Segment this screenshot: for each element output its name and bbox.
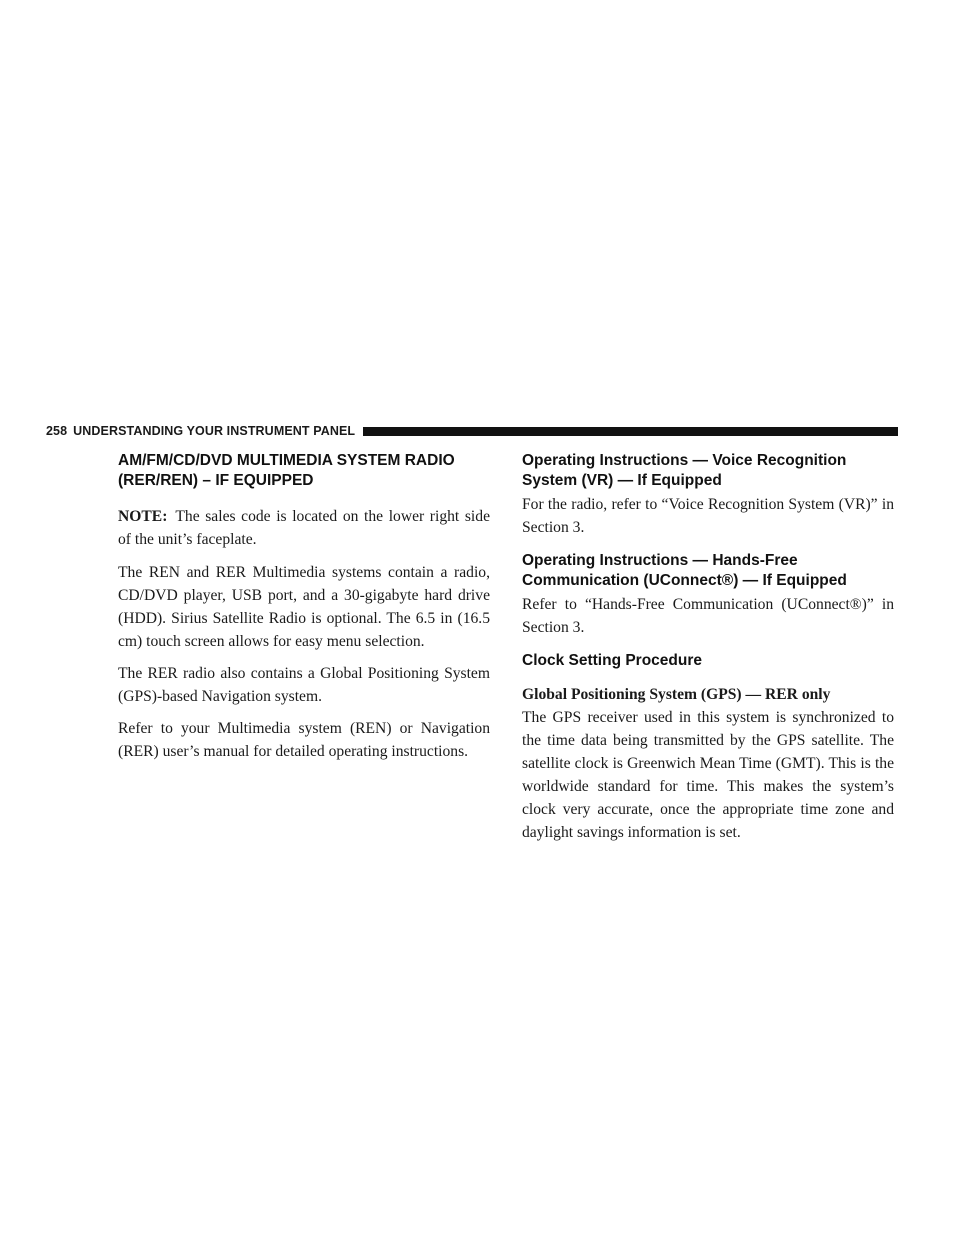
page-number: 258	[46, 424, 68, 438]
note-text: The sales code is located on the lower right side of the unit’s faceplate.	[118, 508, 490, 548]
body-paragraph-hands-free: Refer to “Hands-Free Communication (UConnect®)” in Section 3.	[522, 596, 894, 636]
left-column	[118, 451, 490, 772]
page-header	[46, 422, 898, 440]
body-paragraph-systems: The REN and RER Multimedia systems contain a radio, CD/DVD player, USB port, and a 30-gigabyte hard drive (HDD). Sirius Satellite Radio is optional. The 6.5 in (16.5 cm) touch screen allows for easy menu selection.	[118, 564, 490, 650]
section-heading-clock-setting: Clock Setting Procedure	[522, 652, 703, 669]
body-paragraph-manual: Refer to your Multimedia system (REN) or Navigation (RER) user’s manual for detailed operating instructions.	[118, 720, 490, 760]
note-paragraph	[118, 505, 490, 551]
section-heading-voice-recognition: Operating Instructions — Voice Recognition System (VR) — If Equipped	[522, 452, 847, 489]
body-paragraph-voice-recognition: For the radio, refer to “Voice Recognition System (VR)” in Section 3.	[522, 496, 894, 536]
section-heading-multimedia-radio: AM/FM/CD/DVD MULTIMEDIA SYSTEM RADIO (RER/REN) – IF EQUIPPED	[118, 452, 455, 489]
running-head: UNDERSTANDING YOUR INSTRUMENT PANEL	[73, 424, 356, 438]
section-heading-hands-free: Operating Instructions — Hands-Free Communication (UConnect®) — If Equipped	[522, 552, 847, 589]
note-label: NOTE:	[118, 508, 168, 525]
right-column	[522, 451, 894, 860]
body-paragraph-gps: The GPS receiver used in this system is synchronized to the time data being transmitted by the GPS satellite. The satellite clock is Greenwich Mean Time (GMT). This is the worldwide standard for time. This makes the system’s clock very accurate, once the appropriate time zone and daylight savings information is set.	[522, 709, 894, 841]
header-rule	[363, 427, 898, 436]
subheading-gps: Global Positioning System (GPS) — RER only	[522, 686, 831, 703]
body-paragraph-navigation: The RER radio also contains a Global Positioning System (GPS)-based Navigation system.	[118, 665, 490, 705]
